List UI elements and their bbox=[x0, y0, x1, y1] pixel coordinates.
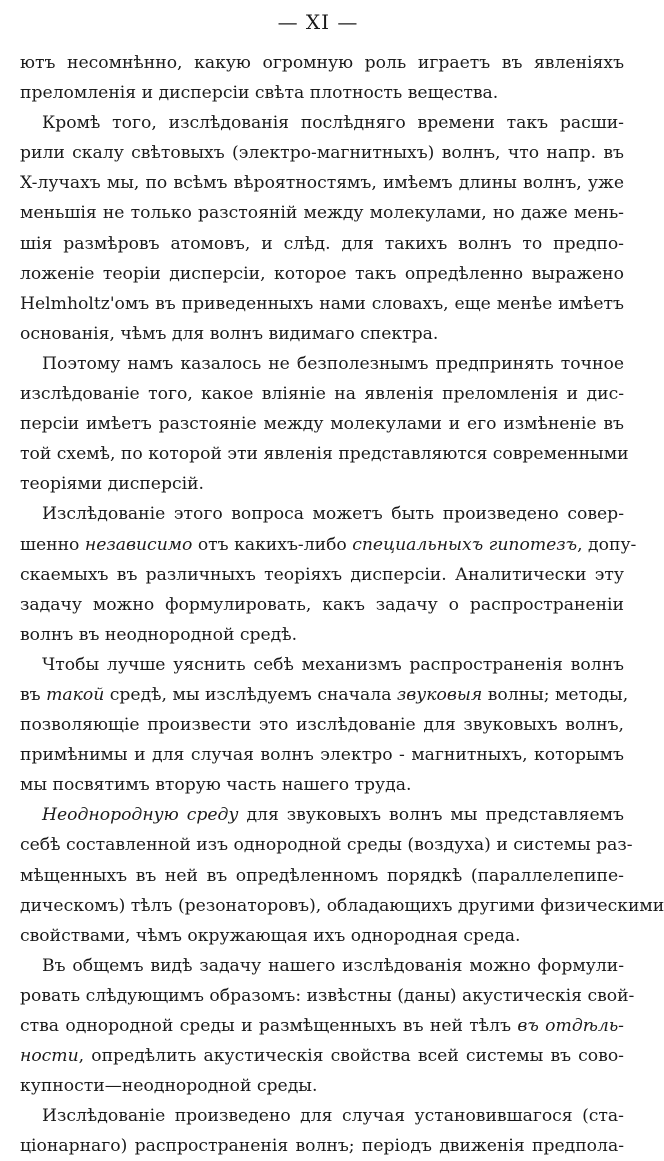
paragraph bbox=[20, 800, 664, 950]
italic-text: независимо bbox=[84, 534, 193, 555]
text-line bbox=[20, 138, 624, 168]
text-line bbox=[20, 710, 624, 740]
text-line bbox=[20, 1011, 624, 1041]
text-segment: мы посвятимъ вторую часть нашего труда. bbox=[20, 775, 412, 796]
text-line bbox=[20, 650, 624, 680]
text-segment: ціонарнаго) распространенія волнъ; періодъ движенія предпола- bbox=[20, 1136, 624, 1157]
text-segment: себѣ составленной изъ однородной среды (воздуха) и системы раз- bbox=[20, 835, 633, 856]
text-line bbox=[20, 891, 664, 921]
text-segment: , опредѣлить акустическія свойства всей системы въ сово- bbox=[78, 1046, 624, 1067]
italic-text: въ отдѣль- bbox=[517, 1016, 624, 1036]
text-segment: скаемыхъ въ различныхъ теоріяхъ дисперсіи. Аналитически эту bbox=[20, 564, 624, 585]
text-line bbox=[20, 229, 624, 259]
text-segment: въ bbox=[20, 684, 47, 705]
italic-text: Неоднородную среду bbox=[42, 805, 239, 826]
text-line bbox=[20, 319, 624, 349]
text-segment: купности—неоднородной среды. bbox=[20, 1076, 318, 1097]
page-number-header: — XI — bbox=[277, 10, 359, 34]
italic-text: специальныхъ гипотезъ bbox=[352, 534, 578, 555]
text-segment: свойствами, чѣмъ окружающая ихъ однородная среда. bbox=[20, 925, 521, 946]
text-segment: шія размѣровъ атомовъ, и слѣд. для такихъ волнъ то предпо- bbox=[20, 233, 624, 254]
text-segment: мѣщенныхъ въ ней въ опредѣленномъ порядкѣ (параллелепипе- bbox=[20, 865, 624, 886]
text-segment: меньшія не только разстояній между молекулами, но даже мень- bbox=[20, 203, 624, 224]
text-segment: Helmholtz'омъ въ приведенныхъ нами словахъ, еще менѣе имѣетъ bbox=[20, 293, 624, 314]
text-line bbox=[20, 439, 629, 469]
text-line bbox=[20, 469, 624, 499]
text-line bbox=[20, 78, 624, 108]
text-segment: отъ какихъ-либо bbox=[192, 534, 353, 555]
text-segment: Въ общемъ видѣ задачу нашего изслѣдованія можно формули- bbox=[42, 955, 624, 976]
text-segment: примѣнимы и для случая волнъ электро - магнитныхъ, которымъ bbox=[20, 745, 624, 766]
paragraph bbox=[20, 499, 637, 649]
text-segment: изслѣдованіе того, какое вліяніе на явленія преломленія и дис- bbox=[20, 384, 624, 405]
text-segment: Изслѣдованіе этого вопроса можетъ быть произведено совер- bbox=[42, 504, 624, 525]
text-segment: для звуковыхъ волнъ мы представляемъ bbox=[238, 805, 624, 826]
text-segment: , допу- bbox=[577, 534, 637, 555]
text-line bbox=[20, 168, 624, 198]
text-line bbox=[20, 921, 624, 951]
text-segment: дическомъ) тѣлъ (резонаторовъ), обладающихъ другими физическими bbox=[20, 895, 664, 916]
text-line bbox=[20, 198, 624, 228]
text-line bbox=[20, 560, 624, 590]
text-segment: Изслѣдованіе произведено для случая установившагося (ста- bbox=[42, 1106, 624, 1127]
text-segment: ютъ несомнѣнно, какую огромную роль играетъ въ явленіяхъ bbox=[20, 53, 624, 73]
text-line bbox=[20, 680, 629, 710]
text-line bbox=[20, 499, 624, 529]
text-line bbox=[20, 590, 624, 620]
text-line bbox=[20, 951, 624, 981]
text-line bbox=[20, 349, 624, 379]
text-line bbox=[20, 620, 624, 650]
text-segment: преломленія и дисперсіи свѣта плотность вещества. bbox=[20, 83, 499, 104]
text-line bbox=[20, 409, 624, 439]
text-segment: Чтобы лучше уяснить себѣ механизмъ распространенія волнъ bbox=[42, 654, 624, 675]
text-segment: шенно bbox=[20, 534, 85, 555]
text-line bbox=[20, 800, 624, 830]
text-line bbox=[20, 770, 624, 800]
text-line bbox=[20, 1041, 624, 1071]
text-line bbox=[20, 981, 635, 1011]
text-line bbox=[20, 379, 624, 409]
paragraph bbox=[20, 1101, 624, 1161]
text-segment: волны; методы, bbox=[482, 684, 629, 705]
italic-text: ности bbox=[20, 1046, 79, 1067]
paragraph bbox=[20, 650, 629, 800]
text-segment: позволяющіе произвести это изслѣдованіе для звуковыхъ волнъ, bbox=[20, 715, 624, 736]
text-segment: Кромѣ того, изслѣдованія послѣдняго времени такъ расши- bbox=[42, 113, 624, 134]
paragraph bbox=[20, 108, 624, 349]
page-body-text bbox=[20, 48, 664, 1161]
paragraph bbox=[20, 349, 629, 499]
text-segment: основанія, чѣмъ для волнъ видимаго спектра. bbox=[20, 323, 439, 344]
text-line bbox=[20, 1131, 624, 1161]
text-line bbox=[20, 108, 624, 138]
text-line bbox=[20, 289, 624, 319]
text-line bbox=[20, 48, 624, 78]
text-segment: ровать слѣдующимъ образомъ: извѣстны (даны) акустическія свой- bbox=[20, 985, 635, 1006]
text-line bbox=[20, 740, 624, 770]
text-segment: X-лучахъ мы, по всѣмъ вѣроятностямъ, имѣемъ длины волнъ, уже bbox=[20, 173, 624, 194]
text-line bbox=[20, 830, 633, 860]
text-segment: персіи имѣетъ разстояніе между молекулами и его измѣненіе въ bbox=[20, 414, 624, 435]
text-segment: ложеніе теоріи дисперсіи, которое такъ опредѣленно выражено bbox=[20, 263, 624, 284]
paragraph bbox=[20, 951, 635, 1101]
text-line bbox=[20, 861, 624, 891]
text-segment: ства однородной среды и размѣщенныхъ въ ней тѣлъ bbox=[20, 1016, 518, 1036]
italic-text: звуковыя bbox=[396, 684, 483, 705]
text-segment: той схемѣ, по которой эти явленія представляются современными bbox=[20, 444, 629, 465]
text-segment: средѣ, мы изслѣдуемъ сначала bbox=[104, 684, 397, 705]
paragraph bbox=[20, 48, 624, 108]
text-line bbox=[20, 530, 637, 560]
text-segment: задачу можно формулировать, какъ задачу о распространеніи bbox=[20, 594, 624, 615]
text-segment: Поэтому намъ казалось не безполезнымъ предпринять точное bbox=[42, 353, 624, 374]
text-segment: рили скалу свѣтовыхъ (электро-магнитныхъ) волнъ, что напр. въ bbox=[20, 143, 624, 164]
text-line bbox=[20, 1071, 624, 1101]
text-line bbox=[20, 1101, 624, 1131]
text-line bbox=[20, 259, 624, 289]
text-segment: теоріями дисперсій. bbox=[20, 474, 204, 495]
text-segment: волнъ въ неоднородной средѣ. bbox=[20, 624, 298, 645]
italic-text: такой bbox=[46, 684, 105, 705]
